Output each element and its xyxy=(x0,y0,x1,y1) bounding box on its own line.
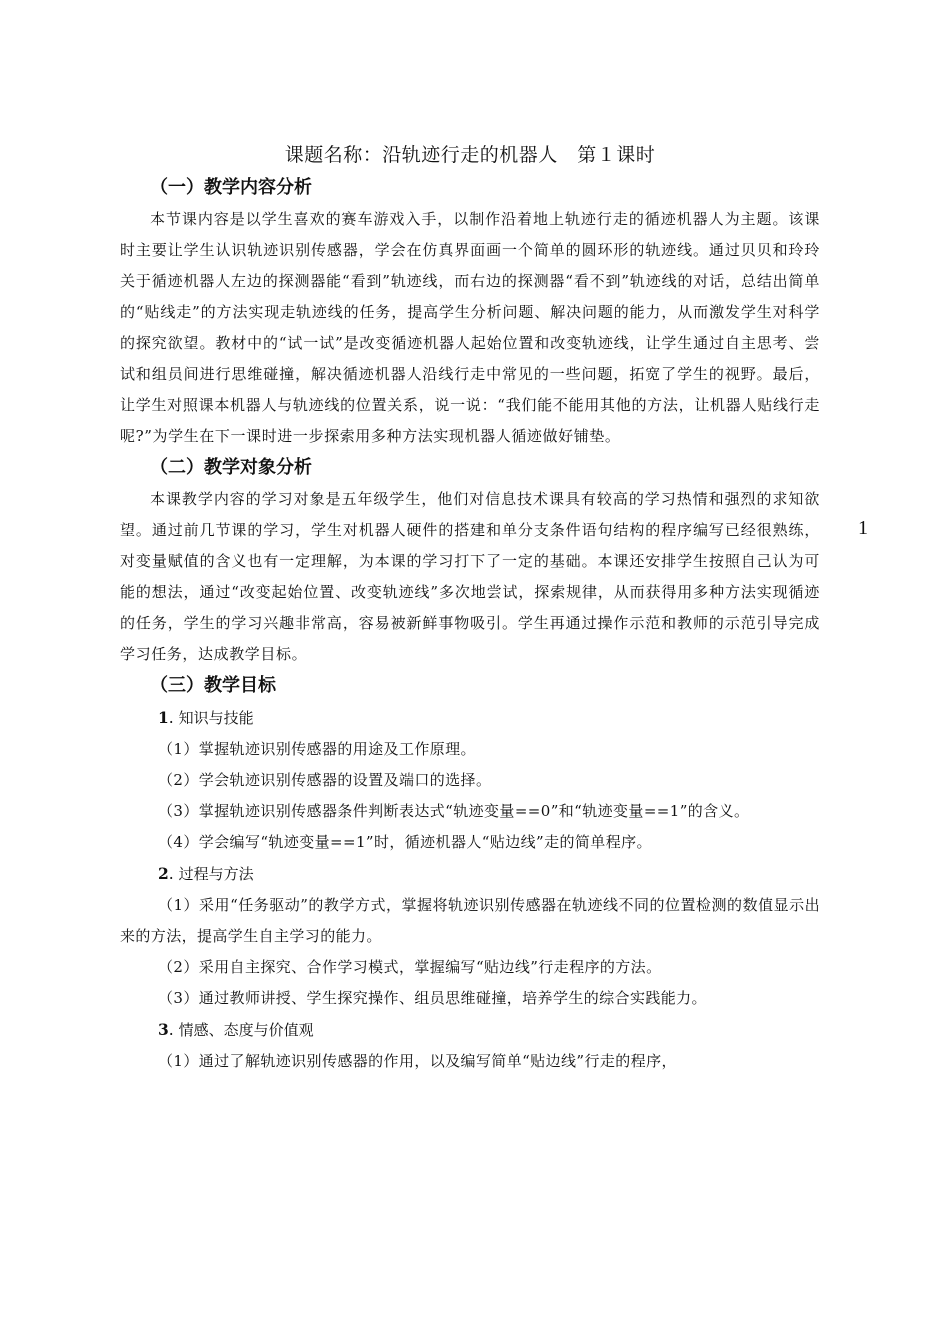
objective-group-label: 过程与方法 xyxy=(178,865,254,883)
objective-item: （1）采用“任务驱动”的教学方式，掌握将轨迹识别传感器在轨迹线不同的位置检测的数值显示出来的方法，提高学生自主学习的能力。 xyxy=(120,896,820,945)
objective-item: （4）学会编写“轨迹变量==1”时，循迹机器人“贴边线”走的简单程序。 xyxy=(158,833,652,851)
objective-item: （1）掌握轨迹识别传感器的用途及工作原理。 xyxy=(158,740,476,758)
section-heading-audience-analysis: （二）教学对象分析 xyxy=(150,457,312,478)
objective-group-number: 3 xyxy=(158,1020,169,1039)
paragraph-audience-analysis: 本课教学内容的学习对象是五年级学生，他们对信息技术课具有较高的学习热情和强烈的求知欲望。通过前几节课的学习，学生对机器人硬件的搭建和单分支条件语句结构的程序编写已经很熟练，对变量赋值的含义也有一定理解，为本课的学习打下了一定的基础。本课还安排学生按照自己认为可能的想法，通过“改变起始位置、改变轨迹线”多次地尝试，探索规律，从而获得用多种方法实现循迹的任务，学生的学习兴趣非常高，容易被新鲜事物吸引。学生再通过操作示范和教师的示范引导完成学习任务，达成教学目标。 xyxy=(120,490,820,663)
objective-group-knowledge-heading: 1. 知识与技能 xyxy=(158,708,254,727)
paragraph-content-analysis: 本节课内容是以学生喜欢的赛车游戏入手，以制作沿着地上轨迹行走的循迹机器人为主题。该课时主要让学生认识轨迹识别传感器，学会在仿真界面画一个简单的圆环形的轨迹线。通过贝贝和玲玲关于循迹机器人左边的探测器能“看到”轨迹线，而右边的探测器“看不到”轨迹线的对话，总结出简单的“贴线走”的方法实现走轨迹线的任务，提高学生分析问题、解决问题的能力，从而激发学生对科学的探究欲望。教材中的“试一试”是改变循迹机器人起始位置和改变轨迹线，让学生通过自主思考、尝试和组员间进行思维碰撞，解决循迹机器人沿线行走中常见的一些问题，拓宽了学生的视野。最后，让学生对照课本机器人与轨迹线的位置关系，说一说：“我们能不能用其他的方法，让机器人贴线行走呢?”为学生在下一课时进一步探索用多种方法实现机器人循迹做好铺垫。 xyxy=(120,210,820,445)
objective-group-number: 2 xyxy=(158,864,169,883)
objective-group-label: 情感、态度与价值观 xyxy=(178,1021,314,1039)
section-heading-objectives: （三）教学目标 xyxy=(150,675,276,696)
objective-group-number: 1 xyxy=(158,708,169,727)
section-heading-content-analysis: （一）教学内容分析 xyxy=(150,177,312,198)
page-title: 课题名称：沿轨迹行走的机器人 第１课时 xyxy=(284,144,656,166)
objective-item: （2）学会轨迹识别传感器的设置及端口的选择。 xyxy=(158,771,492,789)
objective-item: （2）采用自主探究、合作学习模式，掌握编写“贴边线”行走程序的方法。 xyxy=(158,958,662,976)
objective-group-values-heading: 3. 情感、态度与价值观 xyxy=(158,1020,314,1039)
objective-group-label: 知识与技能 xyxy=(178,709,254,727)
document-body xyxy=(120,140,820,1077)
page-number: 1 xyxy=(858,517,868,539)
objective-item: （3）通过教师讲授、学生探究操作、组员思维碰撞，培养学生的综合实践能力。 xyxy=(158,989,707,1007)
objective-item: （3）掌握轨迹识别传感器条件判断表达式“轨迹变量==0”和“轨迹变量==1”的含义。 xyxy=(158,802,750,820)
objective-group-process-heading: 2. 过程与方法 xyxy=(158,864,254,883)
objective-item: （1）通过了解轨迹识别传感器的作用，以及编写简单“贴边线”行走的程序， xyxy=(158,1052,677,1070)
